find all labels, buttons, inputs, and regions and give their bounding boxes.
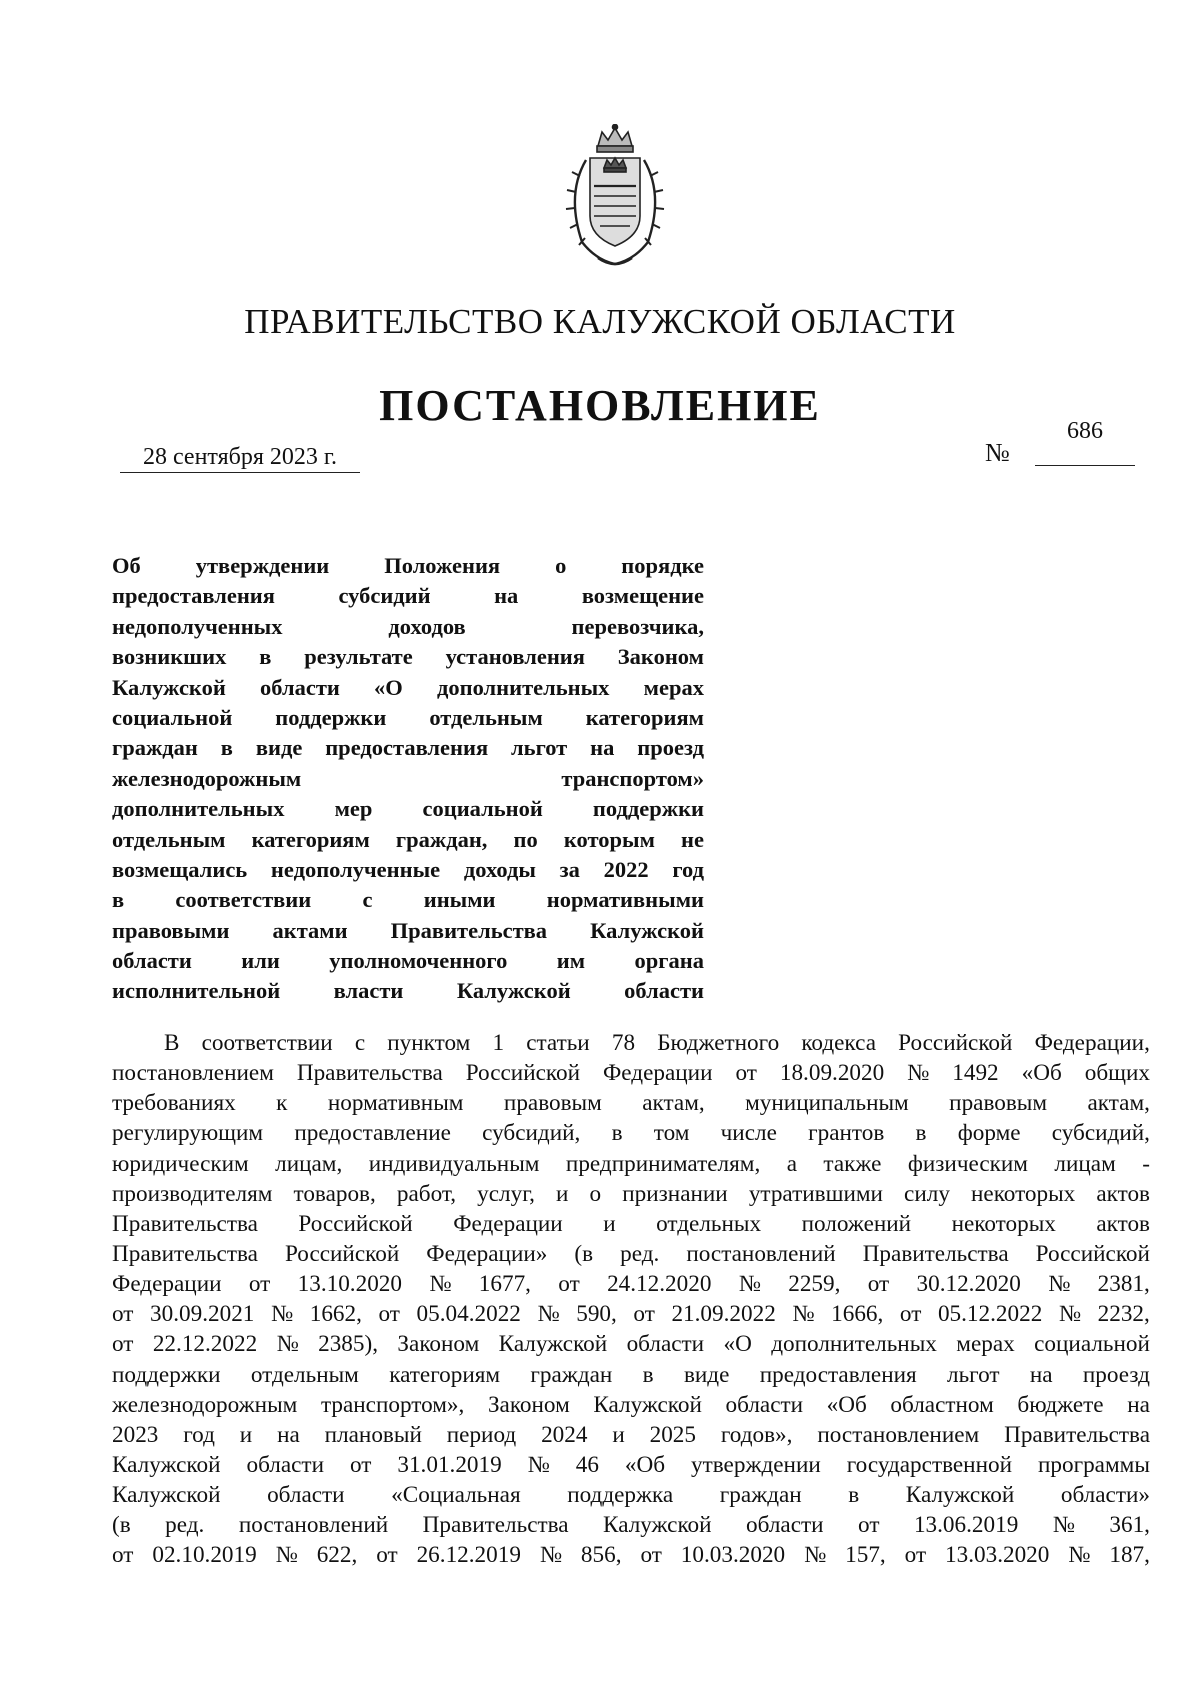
subject-line: правовыми актами Правительства Калужской — [112, 917, 704, 943]
body-line: требованиях к нормативным правовым актам, муниципальным правовым актам, — [112, 1090, 1150, 1117]
body-line: юридическим лицам, индивидуальным предпринимателям, а также физическим лицам - — [112, 1150, 1150, 1177]
subject-line: дополнительных мер социальной поддержки — [112, 796, 704, 822]
subject-line: возмещались недополученные доходы за 2022 год — [112, 856, 704, 882]
coat-of-arms-icon — [560, 124, 670, 272]
subject-line: исполнительной власти Калужской области — [112, 978, 704, 1004]
subject-line: предоставления субсидий на возмещение — [112, 583, 704, 609]
subject-line: социальной поддержки отдельным категориям — [112, 704, 704, 730]
subject-line: в соответствии с иными нормативными — [112, 887, 704, 913]
subject-line: железнодорожным транспортом» — [112, 765, 704, 791]
body-line: Калужской области «Социальная поддержка граждан в Калужской области» — [112, 1482, 1150, 1509]
document-number-field — [985, 420, 1145, 472]
document-date: 28 сентября 2023 г. — [120, 444, 360, 473]
subject-line: Об утверждении Положения о порядке — [112, 553, 704, 578]
document-body — [112, 1028, 1150, 1571]
body-line: регулирующим предоставление субсидий, в том числе грантов в форме субсидий, — [112, 1120, 1150, 1147]
subject-line: области или уполномоченного им органа — [112, 948, 704, 974]
body-line: от 02.10.2019 № 622, от 26.12.2019 № 856, от 10.03.2020 № 157, от 13.03.2020 № 187, — [112, 1542, 1150, 1569]
body-line: железнодорожным транспортом», Законом Калужской области «Об областном бюджете на — [112, 1391, 1150, 1418]
subject-line: отдельным категориям граждан, по которым не — [112, 826, 704, 852]
document-subject — [112, 551, 704, 1007]
body-line: от 22.12.2022 № 2385), Законом Калужской области «О дополнительных мерах социальной — [112, 1331, 1150, 1358]
government-title: ПРАВИТЕЛЬСТВО КАЛУЖСКОЙ ОБЛАСТИ — [244, 302, 956, 341]
subject-line: недополученных доходов перевозчика, — [112, 613, 704, 639]
body-line: постановлением Правительства Российской Федерации от 18.09.2020 № 1492 «Об общих — [112, 1060, 1150, 1087]
document-number: 686 — [1035, 418, 1135, 466]
body-line: (в ред. постановлений Правительства Калужской области от 13.06.2019 № 361, — [112, 1512, 1150, 1539]
subject-line: граждан в виде предоставления льгот на проезд — [112, 735, 704, 761]
subject-line: Калужской области «О дополнительных мерах — [112, 674, 704, 700]
body-line: поддержки отдельным категориям граждан в виде предоставления льгот на проезд — [112, 1361, 1150, 1388]
body-line: Федерации от 13.10.2020 № 1677, от 24.12.2020 № 2259, от 30.12.2020 № 2381, — [112, 1271, 1150, 1298]
body-line: 2023 год и на плановый период 2024 и 2025 годов», постановлением Правительства — [112, 1421, 1150, 1448]
body-line: Правительства Российской Федерации и отдельных положений некоторых актов — [112, 1210, 1150, 1237]
body-line: Калужской области от 31.01.2019 № 46 «Об утверждении государственной программы — [112, 1451, 1150, 1478]
body-line: производителям товаров, работ, услуг, и о признании утратившими силу некоторых актов — [112, 1180, 1150, 1207]
body-line: Правительства Российской Федерации» (в ред. постановлений Правительства Российской — [112, 1240, 1150, 1267]
body-line: от 30.09.2021 № 1662, от 05.04.2022 № 590, от 21.09.2022 № 1666, от 05.12.2022 № 2232, — [112, 1301, 1150, 1328]
subject-line: возникших в результате установления Законом — [112, 644, 704, 670]
body-line: В соответствии с пунктом 1 статьи 78 Бюджетного кодекса Российской Федерации, — [164, 1030, 1150, 1056]
number-sign: № — [985, 438, 1010, 467]
document-type-title: ПОСТАНОВЛЕНИЕ — [379, 381, 821, 430]
